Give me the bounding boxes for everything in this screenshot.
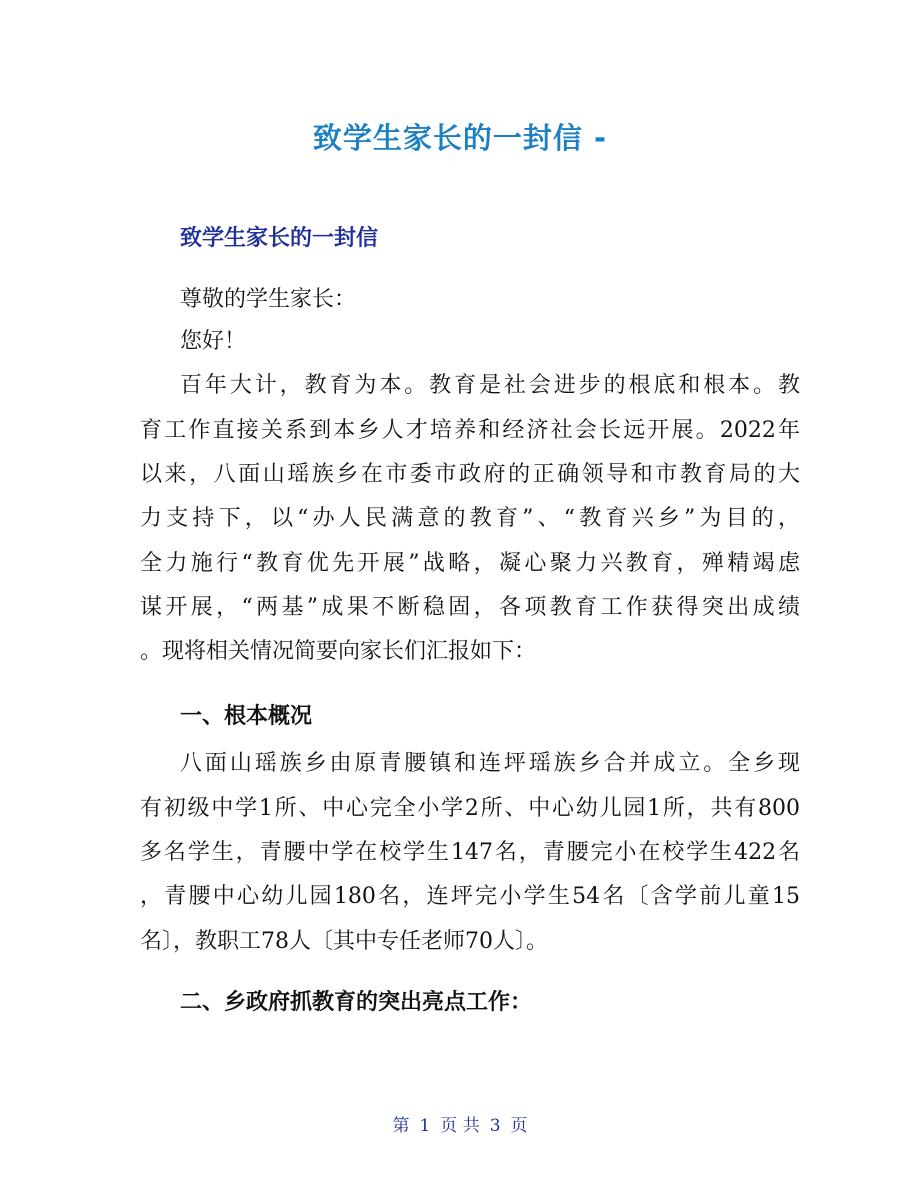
page-footer <box>0 1112 920 1140</box>
paragraph-line: 全力施行“教育优先开展”战略，凝心聚力兴教育，殚精竭虑 <box>140 551 800 576</box>
paragraph-line: 百年大计，教育为本。教育是社会进步的根底和根本。教 <box>180 373 800 398</box>
paragraph-line: 谋开展，“两基”成果不断稳固，各项教育工作获得突出成绩 <box>140 595 800 620</box>
paragraph-line: 力支持下，以“办人民满意的教育”、“教育兴乡”为目的， <box>140 506 800 531</box>
footer-page-number: 1 <box>419 1116 431 1136</box>
paragraph-line: 以来，八面山瑶族乡在市委市政府的正确领导和市教育局的大 <box>140 462 800 487</box>
footer-middle: 页 共 <box>440 1116 480 1136</box>
footer-total-pages: 3 <box>489 1116 501 1136</box>
paragraph-line: 。现将相关情况简要向家长们汇报如下： <box>140 639 537 664</box>
greeting: 您好！ <box>180 329 247 354</box>
section-heading-overview: 一、根本概况 <box>180 703 313 729</box>
page-title: 致学生家长的一封信 - <box>312 121 608 155</box>
paragraph-line: 名〕，教职工78人〔其中专任老师70人〕。 <box>140 929 548 954</box>
paragraph-line: 八面山瑶族乡由原青腰镇和连坪瑶族乡合并成立。全乡现 <box>180 751 800 776</box>
paragraph-line: 多名学生，青腰中学在校学生147名，青腰完小在校学生422名 <box>140 840 800 865</box>
section-heading-highlights: 二、乡政府抓教育的突出亮点工作： <box>180 989 533 1015</box>
salutation: 尊敬的学生家长： <box>180 287 357 312</box>
paragraph-line: 育工作直接关系到本乡人才培养和经济社会长远开展。2022年 <box>140 418 800 443</box>
paragraph-line: ，青腰中心幼儿园180名，连坪完小学生54名〔含学前儿童15 <box>140 884 800 909</box>
letter-subtitle: 致学生家长的一封信 <box>180 226 379 251</box>
paragraph-line: 有初级中学1所、中心完全小学2所、中心幼儿园1所，共有800 <box>140 796 800 821</box>
footer-prefix: 第 <box>392 1116 410 1136</box>
footer-suffix: 页 <box>510 1116 528 1136</box>
